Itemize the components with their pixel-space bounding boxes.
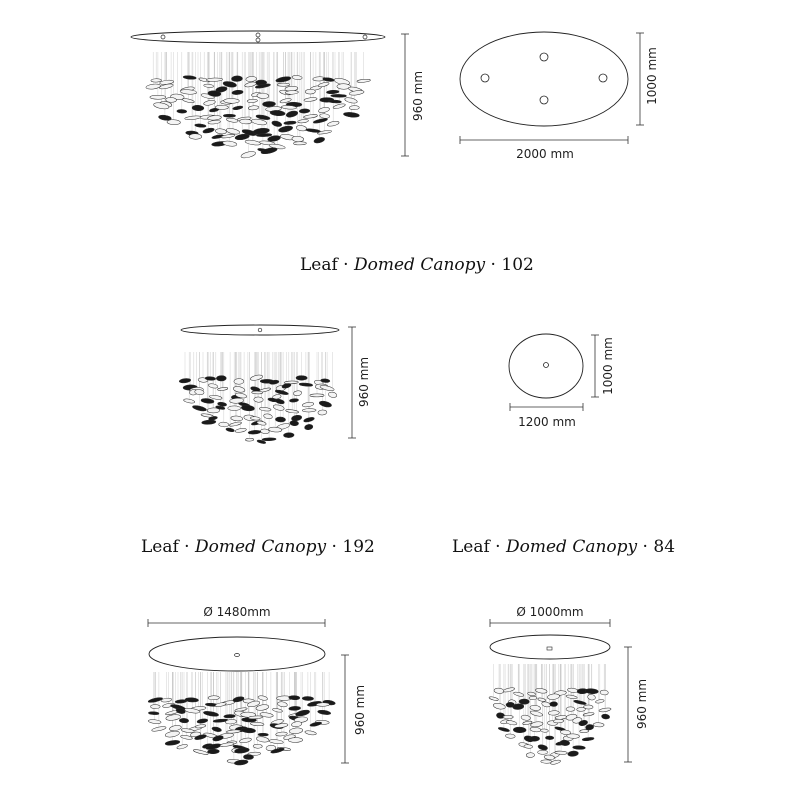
leaf-shape	[177, 109, 187, 113]
leaf-shape	[231, 416, 243, 422]
leaf-shape	[240, 119, 252, 124]
leaf-shape	[216, 375, 226, 381]
leaf-shape	[246, 76, 257, 82]
leaf-shape	[207, 749, 219, 754]
leaf-shape	[257, 93, 269, 99]
leaf-shape	[290, 420, 299, 426]
leaf-shape	[239, 737, 252, 744]
leaf-shape	[222, 140, 237, 147]
leaf-shape	[583, 712, 595, 717]
leaf-shape	[185, 115, 202, 120]
leaf-shape	[519, 699, 529, 704]
leaf-shape	[524, 744, 533, 748]
leaf-shape	[331, 94, 347, 97]
leaf-shape	[293, 142, 306, 145]
leaf-shape	[224, 714, 236, 718]
variant-192-height-dim	[341, 655, 367, 763]
leaf-shape	[289, 695, 300, 700]
variant-84-elevation	[489, 635, 612, 765]
leaf-shape	[169, 725, 182, 732]
leaf-shape	[277, 83, 290, 86]
leaf-shape	[185, 697, 199, 702]
leaf-shape	[289, 706, 301, 711]
variant-192-diameter-dim	[148, 605, 325, 627]
leaf-shape	[245, 139, 261, 146]
diameter-label: Ø 1480mm	[203, 605, 271, 619]
leaf-shape	[538, 750, 548, 754]
leaf-shape	[503, 715, 513, 718]
leaf-shape	[298, 119, 309, 123]
leaf-shape	[202, 420, 216, 425]
width-label: 1200 mm	[518, 415, 576, 429]
leaf-shape	[226, 427, 235, 432]
leaf-count: 192	[342, 537, 375, 557]
leaf-shape	[291, 721, 302, 727]
leaf-shape	[288, 737, 302, 742]
leaf-shape	[582, 737, 594, 741]
leaf-shape	[189, 134, 202, 140]
leaf-shape	[530, 705, 541, 711]
canopy-plate	[149, 637, 325, 671]
leaf-shape	[150, 95, 166, 99]
leaf-shape	[150, 705, 160, 709]
depth-label: 1000 mm	[601, 337, 615, 395]
leaf-shape	[262, 438, 276, 441]
leaf-shape	[250, 722, 264, 726]
leaf-shape	[183, 75, 196, 80]
leaf-shape	[599, 707, 612, 712]
leaf-shape	[299, 109, 310, 114]
leaf-shape	[208, 383, 218, 389]
variant-84-height-dim	[624, 647, 649, 762]
leaf-shape	[223, 114, 235, 117]
height-label: 960 mm	[411, 70, 425, 122]
leaf-shape	[269, 739, 284, 744]
leaf-cluster	[146, 75, 371, 159]
leaf-shape	[262, 101, 275, 107]
model-name: Domed Canopy	[506, 537, 638, 557]
leaf-shape	[595, 699, 604, 704]
leaf-shape	[179, 718, 189, 723]
leaf-count: 84	[653, 537, 676, 557]
leaf-shape	[529, 696, 537, 699]
product-title-84: Leaf · Domed Canopy · 84	[452, 537, 676, 557]
width-label: 2000 mm	[516, 147, 574, 161]
leaf-shape	[319, 400, 332, 408]
leaf-shape	[530, 727, 541, 732]
leaf-shape	[289, 727, 303, 734]
leaf-shape	[258, 733, 268, 736]
leaf-shape	[566, 707, 575, 711]
leaf-shape	[241, 405, 255, 412]
leaf-shape	[573, 746, 586, 750]
leaf-shape	[192, 105, 204, 111]
variant-84-diameter-dim	[490, 605, 610, 627]
leaf-shape	[316, 703, 329, 707]
leaf-shape	[211, 726, 221, 732]
leaf-shape	[505, 734, 515, 739]
leaf-shape	[256, 736, 269, 743]
leaf-shape	[232, 105, 243, 110]
leaf-cluster	[179, 374, 337, 444]
product-title-192: Leaf · Domed Canopy · 192	[141, 537, 375, 557]
leaf-shape	[148, 711, 159, 715]
leaf-shape	[275, 398, 285, 404]
leaf-shape	[305, 89, 315, 94]
leaf-shape	[584, 705, 593, 709]
leaf-shape	[302, 696, 314, 700]
leaf-shape	[560, 740, 570, 746]
leaf-shape	[303, 114, 317, 119]
leaf-shape	[233, 386, 246, 393]
leaf-shape	[593, 722, 604, 727]
leaf-shape	[226, 729, 241, 733]
leaf-shape	[283, 433, 294, 438]
leaf-shape	[244, 81, 256, 88]
leaf-shape	[195, 724, 206, 728]
variant-102-height-dim	[348, 327, 371, 438]
diameter-label: Ø 1000mm	[516, 605, 584, 619]
leaf-shape	[506, 720, 518, 726]
leaf-shape	[310, 394, 324, 397]
leaf-shape	[302, 402, 314, 408]
leaf-shape	[208, 696, 220, 700]
leaf-shape	[302, 408, 316, 412]
leaf-shape	[567, 734, 580, 739]
leaf-shape	[217, 387, 228, 391]
brand-name: Leaf	[300, 255, 338, 275]
leaf-shape	[566, 694, 578, 699]
leaf-shape	[357, 79, 371, 83]
leaf-shape	[547, 693, 560, 700]
leaf-shape	[526, 753, 535, 758]
variant-192-elevation	[148, 637, 336, 766]
leaf-shape	[201, 398, 214, 404]
leaf-shape	[318, 410, 327, 416]
leaf-shape	[235, 428, 247, 433]
leaf-shape	[305, 730, 317, 736]
leaf-shape	[296, 376, 307, 381]
leaf-shape	[529, 736, 540, 741]
leaf-shape	[219, 422, 229, 427]
leaf-shape	[197, 718, 208, 724]
leaf-shape	[231, 76, 242, 82]
model-name: Domed Canopy	[195, 537, 327, 557]
leaf-shape	[550, 702, 558, 707]
leaf-shape	[204, 84, 214, 88]
depth-label: 1000 mm	[645, 47, 659, 105]
leaf-shape	[319, 113, 329, 118]
leaf-shape	[328, 100, 341, 104]
leaf-shape	[317, 709, 331, 715]
leaf-shape	[245, 438, 253, 441]
leaf-shape	[215, 128, 227, 134]
leaf-shape	[277, 701, 288, 707]
top-variant-plan	[460, 32, 659, 161]
leaf-count: 102	[501, 255, 534, 275]
leaf-shape	[248, 430, 261, 435]
leaf-shape	[349, 105, 359, 109]
leaf-shape	[202, 127, 214, 134]
leaf-shape	[203, 100, 215, 107]
leaf-shape	[313, 136, 325, 144]
leaf-shape	[208, 120, 221, 125]
leaf-shape	[535, 688, 547, 694]
leaf-shape	[243, 754, 253, 759]
leaf-shape	[327, 120, 340, 127]
leaf-shape	[343, 112, 359, 118]
leaf-shape	[293, 390, 302, 396]
leaf-shape	[248, 105, 259, 110]
leaf-shape	[151, 79, 162, 83]
leaf-shape	[292, 136, 304, 142]
leaf-shape	[254, 397, 264, 403]
leaf-shape	[601, 714, 610, 720]
leaf-shape	[494, 688, 504, 694]
model-name: Domed Canopy	[354, 255, 486, 275]
leaf-shape	[234, 379, 244, 385]
leaf-cluster	[489, 687, 612, 765]
height-label: 960 mm	[635, 678, 649, 730]
canopy-plan-oval	[509, 334, 583, 398]
leaf-shape	[232, 90, 244, 95]
leaf-shape	[304, 97, 318, 102]
leaf-shape	[166, 97, 177, 102]
brand-name: Leaf	[452, 537, 490, 557]
leaf-shape	[253, 744, 262, 748]
leaf-shape	[165, 730, 180, 738]
leaf-shape	[252, 391, 263, 394]
leaf-shape	[548, 710, 559, 715]
leaf-shape	[195, 123, 207, 127]
leaf-shape	[167, 119, 181, 125]
leaf-shape	[232, 696, 244, 703]
leaf-shape	[215, 105, 228, 109]
leaf-shape	[326, 90, 339, 94]
leaf-shape	[328, 391, 338, 398]
leaf-shape	[527, 692, 535, 697]
leaf-shape	[270, 110, 285, 116]
leaf-shape	[555, 715, 567, 720]
variant-102-elevation	[179, 325, 339, 444]
leaf-shape	[148, 719, 161, 724]
leaf-shape	[180, 89, 197, 95]
suspension-wires	[153, 52, 364, 155]
top-variant-height-dim	[401, 34, 425, 156]
leaf-shape	[271, 120, 282, 127]
leaf-shape	[513, 727, 526, 733]
leaf-shape	[247, 99, 258, 103]
leaf-shape	[540, 729, 548, 733]
leaf-shape	[299, 383, 313, 387]
leaf-shape	[224, 98, 240, 103]
canopy-plate	[181, 325, 339, 335]
variant-102-plan	[509, 334, 615, 429]
leaf-shape	[220, 742, 234, 747]
leaf-shape	[545, 736, 553, 740]
leaf-shape	[263, 413, 273, 419]
product-title-102: Leaf · Domed Canopy · 102	[300, 255, 534, 275]
leaf-shape	[585, 688, 598, 694]
height-label: 960 mm	[353, 684, 367, 736]
top-variant-elevation	[131, 31, 385, 159]
leaf-shape	[285, 409, 298, 414]
leaf-shape	[165, 740, 180, 746]
leaf-shape	[259, 407, 271, 412]
leaf-shape	[289, 398, 298, 402]
height-label: 960 mm	[357, 356, 371, 408]
leaf-shape	[241, 727, 256, 733]
leaf-shape	[292, 75, 303, 80]
leaf-shape	[146, 83, 161, 90]
leaf-shape	[585, 724, 594, 730]
leaf-shape	[275, 417, 285, 422]
leaf-shape	[260, 429, 269, 435]
leaf-shape	[183, 398, 195, 404]
brand-name: Leaf	[141, 537, 179, 557]
leaf-shape	[228, 406, 241, 411]
leaf-shape	[318, 106, 330, 113]
leaf-shape	[568, 751, 579, 757]
leaf-shape	[296, 125, 307, 132]
leaf-shape	[286, 110, 299, 118]
leaf-cluster	[148, 695, 336, 766]
leaf-shape	[304, 424, 313, 431]
leaf-shape	[553, 719, 564, 723]
leaf-shape	[600, 690, 609, 696]
canopy-plan-oval	[460, 32, 628, 126]
